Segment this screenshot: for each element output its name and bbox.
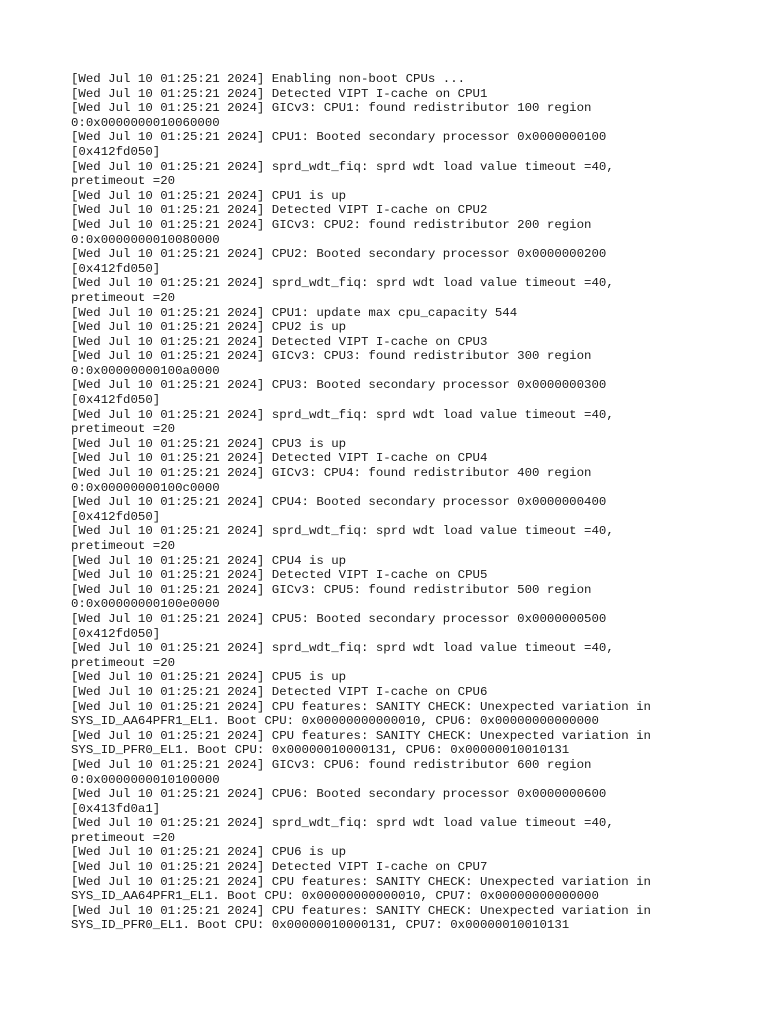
log-line: [0x412fd050]: [71, 626, 161, 641]
log-line: [Wed Jul 10 01:25:21 2024] GICv3: CPU3: found redistributor 300 region: [71, 349, 592, 364]
kernel-log-view: [71, 72, 751, 933]
log-line: [Wed Jul 10 01:25:21 2024] Detected VIPT I-cache on CPU7: [71, 860, 488, 875]
log-line: [Wed Jul 10 01:25:21 2024] CPU3 is up: [71, 436, 347, 451]
log-line: [Wed Jul 10 01:25:21 2024] sprd_wdt_fiq: sprd wdt load value timeout =40,: [71, 407, 614, 422]
log-line: [Wed Jul 10 01:25:21 2024] Detected VIPT I-cache on CPU4: [71, 451, 488, 466]
log-line: [Wed Jul 10 01:25:21 2024] CPU5: Booted secondary processor 0x0000000500: [71, 611, 607, 626]
log-line: [Wed Jul 10 01:25:21 2024] GICv3: CPU4: found redistributor 400 region: [71, 466, 592, 481]
log-line: [Wed Jul 10 01:25:21 2024] sprd_wdt_fiq: sprd wdt load value timeout =40,: [71, 816, 614, 831]
log-line: [Wed Jul 10 01:25:21 2024] Detected VIPT I-cache on CPU1: [71, 86, 488, 101]
log-line: 0:0x00000000100c0000: [71, 480, 220, 495]
log-line: [Wed Jul 10 01:25:21 2024] CPU2: Booted secondary processor 0x0000000200: [71, 247, 607, 262]
log-line: 0:0x0000000010080000: [71, 232, 220, 247]
log-line: pretimeout =20: [71, 174, 176, 189]
log-line: [Wed Jul 10 01:25:21 2024] Detected VIPT I-cache on CPU2: [71, 203, 488, 218]
log-line: [Wed Jul 10 01:25:21 2024] CPU features: SANITY CHECK: Unexpected variation in: [71, 728, 651, 743]
log-line: pretimeout =20: [71, 422, 176, 437]
log-line: SYS_ID_AA64PFR1_EL1. Boot CPU: 0x00000000000010, CPU7: 0x00000000000000: [71, 889, 599, 904]
log-line: [Wed Jul 10 01:25:21 2024] CPU1: Booted secondary processor 0x0000000100: [71, 130, 607, 145]
log-line: [Wed Jul 10 01:25:21 2024] Detected VIPT I-cache on CPU6: [71, 684, 488, 699]
log-line: [0x413fd0a1]: [71, 801, 161, 816]
log-line: SYS_ID_PFR0_EL1. Boot CPU: 0x00000010000131, CPU6: 0x00000010010131: [71, 743, 570, 758]
log-line: [Wed Jul 10 01:25:21 2024] sprd_wdt_fiq: sprd wdt load value timeout =40,: [71, 641, 614, 656]
log-line: pretimeout =20: [71, 830, 176, 845]
log-line: SYS_ID_PFR0_EL1. Boot CPU: 0x00000010000131, CPU7: 0x00000010010131: [71, 918, 570, 933]
log-line: 0:0x0000000010060000: [71, 115, 220, 130]
log-line: [Wed Jul 10 01:25:21 2024] CPU1 is up: [71, 188, 347, 203]
log-line: pretimeout =20: [71, 290, 176, 305]
log-line: [Wed Jul 10 01:25:21 2024] CPU2 is up: [71, 320, 347, 335]
log-line: [Wed Jul 10 01:25:21 2024] CPU5 is up: [71, 670, 347, 685]
log-line: [Wed Jul 10 01:25:21 2024] CPU4: Booted secondary processor 0x0000000400: [71, 495, 607, 510]
log-line: [Wed Jul 10 01:25:21 2024] GICv3: CPU1: found redistributor 100 region: [71, 101, 592, 116]
log-line: [Wed Jul 10 01:25:21 2024] CPU features: SANITY CHECK: Unexpected variation in: [71, 699, 651, 714]
log-line: SYS_ID_AA64PFR1_EL1. Boot CPU: 0x00000000000010, CPU6: 0x00000000000000: [71, 714, 599, 729]
log-line: pretimeout =20: [71, 655, 176, 670]
log-line: [Wed Jul 10 01:25:21 2024] CPU features: SANITY CHECK: Unexpected variation in: [71, 903, 651, 918]
log-line: [Wed Jul 10 01:25:21 2024] GICv3: CPU6: found redistributor 600 region: [71, 757, 592, 772]
log-line: [Wed Jul 10 01:25:21 2024] Detected VIPT I-cache on CPU3: [71, 334, 488, 349]
log-line: 0:0x00000000100a0000: [71, 363, 220, 378]
log-line: 0:0x00000000100e0000: [71, 597, 220, 612]
log-line: [Wed Jul 10 01:25:21 2024] CPU features: SANITY CHECK: Unexpected variation in: [71, 874, 651, 889]
log-line: [Wed Jul 10 01:25:21 2024] CPU3: Booted secondary processor 0x0000000300: [71, 378, 607, 393]
log-line: [Wed Jul 10 01:25:21 2024] sprd_wdt_fiq: sprd wdt load value timeout =40,: [71, 159, 614, 174]
log-line: 0:0x0000000010100000: [71, 772, 220, 787]
log-line: [Wed Jul 10 01:25:21 2024] sprd_wdt_fiq: sprd wdt load value timeout =40,: [71, 276, 614, 291]
log-line: [Wed Jul 10 01:25:21 2024] CPU6 is up: [71, 845, 347, 860]
log-line: [Wed Jul 10 01:25:21 2024] CPU1: update max cpu_capacity 544: [71, 305, 518, 320]
log-line: [Wed Jul 10 01:25:21 2024] GICv3: CPU2: found redistributor 200 region: [71, 217, 592, 232]
log-line: [Wed Jul 10 01:25:21 2024] CPU4 is up: [71, 553, 347, 568]
log-line: [0x412fd050]: [71, 261, 161, 276]
log-line: [Wed Jul 10 01:25:21 2024] sprd_wdt_fiq: sprd wdt load value timeout =40,: [71, 524, 614, 539]
log-line: [0x412fd050]: [71, 393, 161, 408]
log-line: [Wed Jul 10 01:25:21 2024] GICv3: CPU5: found redistributor 500 region: [71, 582, 592, 597]
log-line: [0x412fd050]: [71, 509, 161, 524]
log-line: pretimeout =20: [71, 539, 176, 553]
log-line: [0x412fd050]: [71, 144, 161, 159]
log-line: [Wed Jul 10 01:25:21 2024] Enabling non-boot CPUs ...: [71, 72, 466, 86]
log-line: [Wed Jul 10 01:25:21 2024] CPU6: Booted secondary processor 0x0000000600: [71, 787, 607, 802]
log-line: [Wed Jul 10 01:25:21 2024] Detected VIPT I-cache on CPU5: [71, 568, 488, 583]
